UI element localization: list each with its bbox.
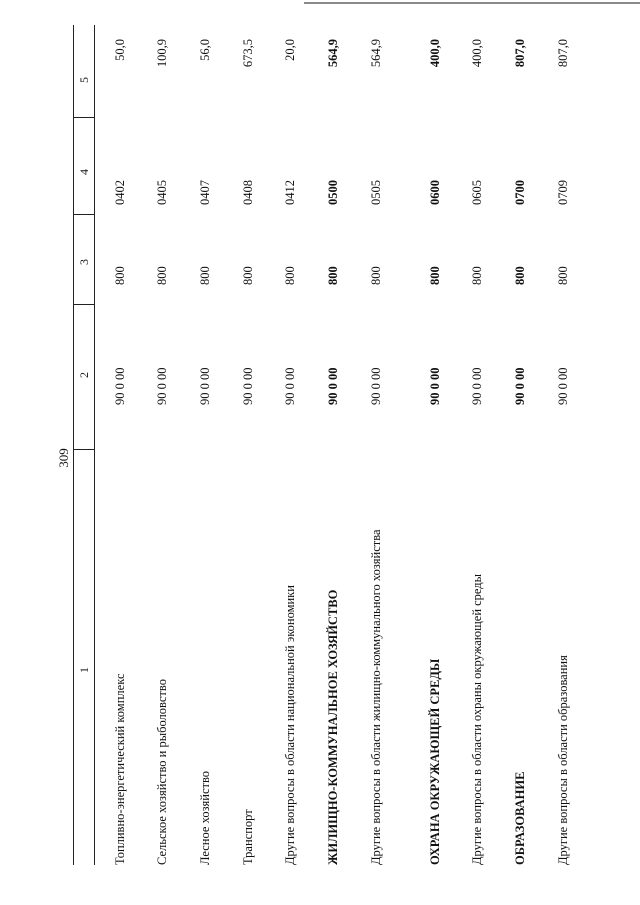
row-code: 90 0 00	[556, 367, 570, 405]
row-name: Другие вопросы в области национальной экономики	[283, 585, 297, 865]
row-section: 0407	[198, 180, 212, 205]
row-dept: 800	[470, 266, 484, 285]
row-amount: 20,0	[283, 39, 297, 61]
row-code: 90 0 00	[241, 367, 255, 405]
column-divider	[73, 304, 95, 305]
row-dept: 800	[113, 266, 127, 285]
row-dept: 800	[155, 266, 169, 285]
row-code: 90 0 00	[369, 367, 383, 405]
column-header-3: 3	[77, 259, 91, 265]
row-name: Топливно-энергетический комплекс	[113, 673, 127, 865]
row-name: Лесное хозяйство	[198, 770, 212, 865]
column-header-4: 4	[77, 169, 91, 175]
row-code: 90 0 00	[198, 367, 212, 405]
row-amount: 56,0	[198, 39, 212, 61]
row-dept: 800	[428, 266, 442, 285]
row-dept: 800	[513, 266, 527, 285]
row-code: 90 0 00	[428, 367, 442, 405]
page-number-text: 309	[56, 448, 71, 468]
row-code: 90 0 00	[326, 367, 340, 405]
row-dept: 800	[283, 266, 297, 285]
row-name: Другие вопросы в области охраны окружающей среды	[470, 573, 484, 865]
row-amount: 807,0	[556, 39, 570, 68]
row-amount: 400,0	[470, 39, 484, 68]
row-code: 90 0 00	[283, 367, 297, 405]
row-section: 0402	[113, 180, 127, 205]
row-section: 0600	[428, 180, 442, 205]
row-code: 90 0 00	[113, 367, 127, 405]
row-section: 0505	[369, 180, 383, 205]
row-amount: 100,9	[155, 39, 169, 68]
row-section: 0709	[556, 180, 570, 205]
row-section: 0408	[241, 180, 255, 205]
row-code: 90 0 00	[470, 367, 484, 405]
row-name: ОХРАНА ОКРУЖАЮЩЕЙ СРЕДЫ	[428, 658, 442, 865]
row-dept: 800	[556, 266, 570, 285]
row-amount: 400,0	[428, 39, 442, 68]
row-amount: 673,5	[241, 39, 255, 68]
row-section: 0700	[513, 180, 527, 205]
row-dept: 800	[241, 266, 255, 285]
row-name: Другие вопросы в области образования	[556, 655, 570, 865]
column-divider	[73, 117, 95, 118]
column-header-5: 5	[77, 77, 91, 83]
row-code: 90 0 00	[155, 367, 169, 405]
row-name: ЖИЛИЩНО-КОММУНАЛЬНОЕ ХОЗЯЙСТВО	[326, 589, 340, 865]
column-header-2: 2	[77, 372, 91, 378]
row-section: 0500	[326, 180, 340, 205]
row-name: ОБРАЗОВАНИЕ	[513, 771, 527, 865]
row-section: 0412	[283, 180, 297, 205]
row-name: Другие вопросы в области жилищно-коммунального хозяйства	[369, 529, 383, 865]
row-name: Сельское хозяйство и рыболовство	[155, 679, 169, 865]
column-header-1: 1	[77, 667, 91, 673]
table-top-rule	[73, 25, 74, 865]
column-divider	[73, 449, 95, 450]
row-amount: 564,9	[369, 39, 383, 68]
row-dept: 800	[369, 266, 383, 285]
row-amount: 50,0	[113, 39, 127, 61]
column-divider	[73, 214, 95, 215]
row-name: Транспорт	[241, 809, 255, 865]
row-dept: 800	[198, 266, 212, 285]
row-dept: 800	[326, 266, 340, 285]
row-amount: 807,0	[513, 39, 527, 68]
row-section: 0405	[155, 180, 169, 205]
row-code: 90 0 00	[513, 367, 527, 405]
header-bottom-rule	[94, 25, 95, 865]
row-section: 0605	[470, 180, 484, 205]
row-amount: 564,9	[326, 39, 340, 68]
